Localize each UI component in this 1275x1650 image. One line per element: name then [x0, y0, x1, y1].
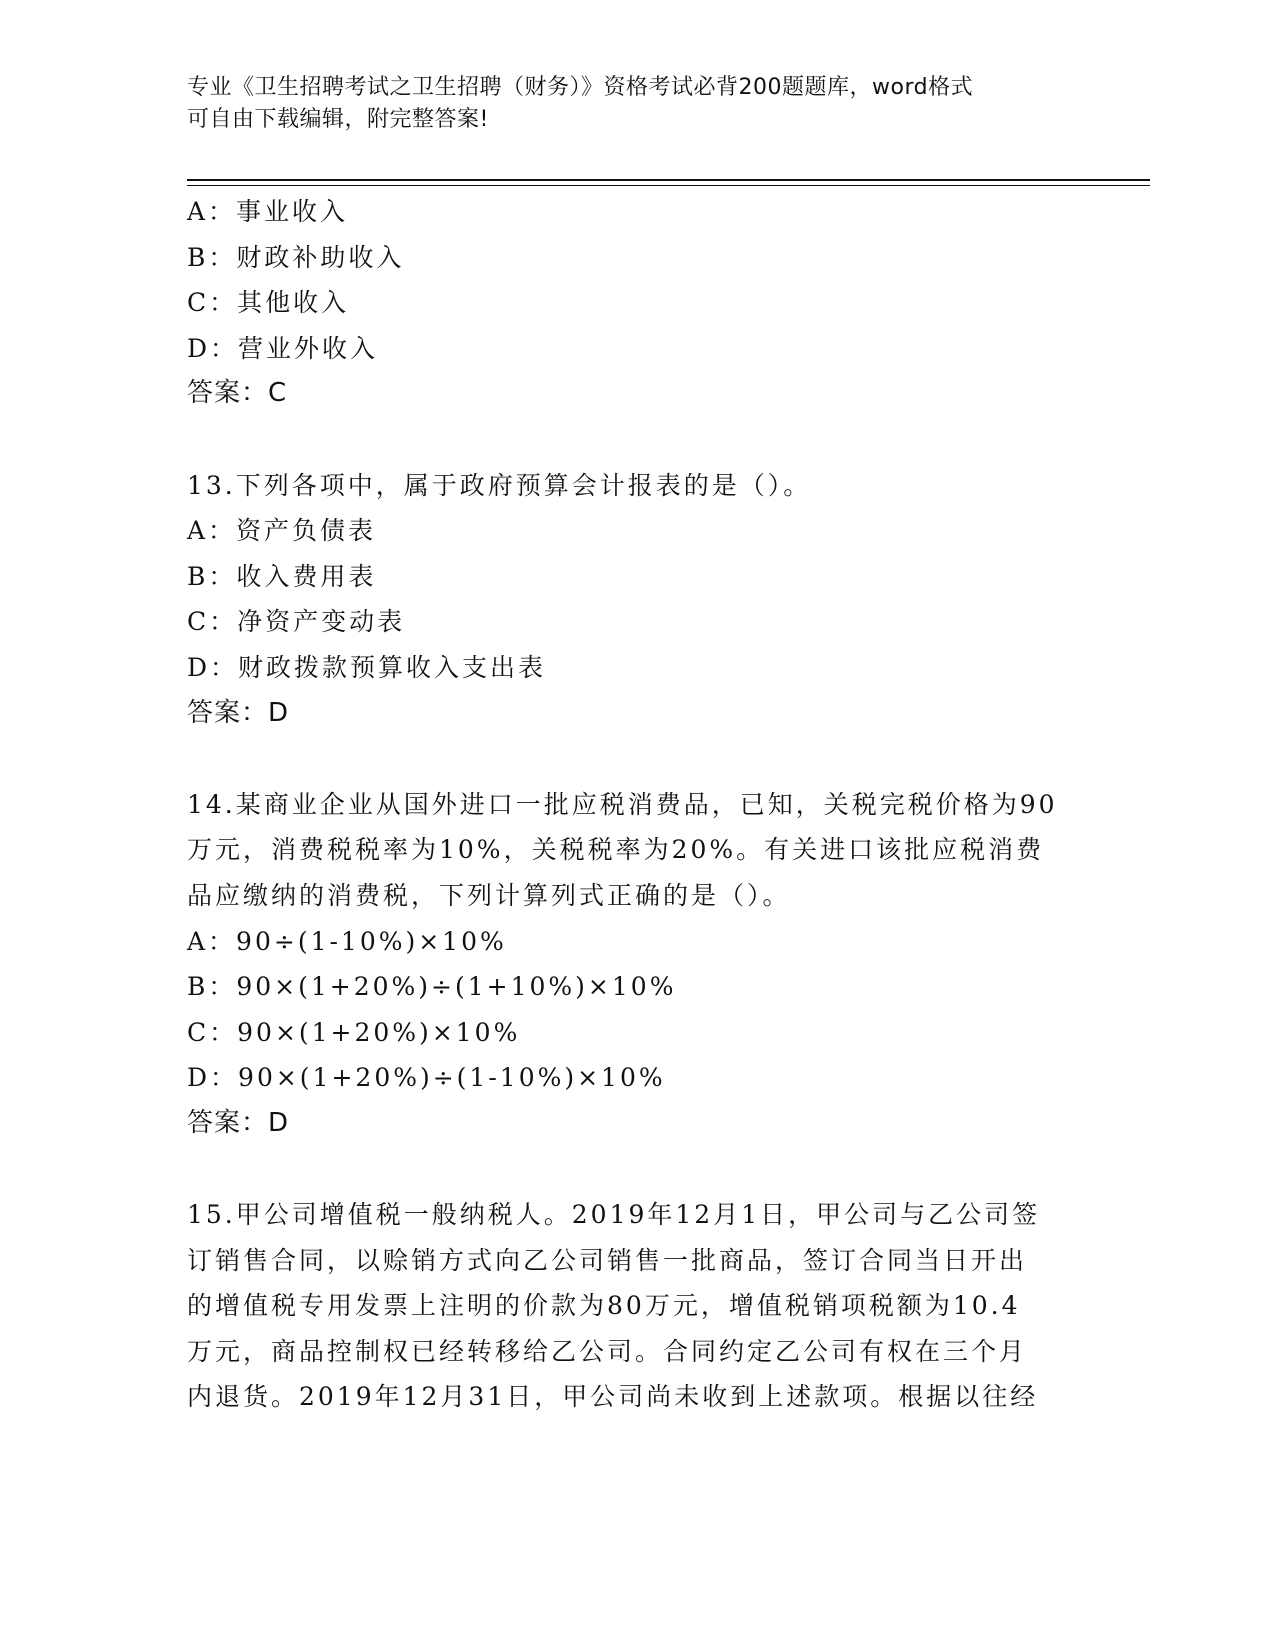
option-b: B：收入费用表 [187, 561, 377, 591]
header-line-1: 专业《卫生招聘考试之卫生招聘（财务）》资格考试必背200题题库，word格式 [187, 75, 974, 100]
header-line-2: 可自由下载编辑，附完整答案! [187, 107, 489, 132]
option-c: C：其他收入 [187, 288, 350, 318]
question-12 [187, 189, 1087, 417]
spacer [187, 1146, 1087, 1192]
option-d: D：财政拨款预算收入支出表 [187, 652, 547, 682]
question-15 [187, 1192, 1087, 1420]
page-header [187, 72, 1067, 136]
spacer [187, 417, 1087, 463]
header-rule-secondary [187, 185, 1150, 186]
option-b: B：90×(1+20%)÷(1+10%)×10% [187, 972, 677, 1002]
question-text: 13.下列各项中，属于政府预算会计报表的是（）。 [187, 470, 812, 500]
option-a: A：90÷(1-10%)×10% [187, 926, 507, 956]
spacer [187, 736, 1087, 782]
option-a: A：资产负债表 [187, 516, 377, 546]
question-text: 万元，商品控制权已经转移给乙公司。合同约定乙公司有权在三个月 [187, 1336, 1028, 1366]
question-14 [187, 782, 1087, 1147]
answer: 答案：D [187, 1107, 290, 1138]
option-d: D：90×(1+20%)÷(1-10%)×10% [187, 1063, 666, 1093]
option-d: D：营业外收入 [187, 333, 379, 363]
option-b: B：财政补助收入 [187, 242, 405, 272]
question-text: 内退货。2019年12月31日，甲公司尚未收到上述款项。根据以往经 [187, 1382, 1039, 1412]
option-c: C：90×(1+20%)×10% [187, 1017, 521, 1047]
answer: 答案：D [187, 697, 290, 728]
option-a: A：事业收入 [187, 197, 349, 226]
option-c: C：净资产变动表 [187, 607, 406, 637]
question-13 [187, 463, 1087, 737]
question-text: 品应缴纳的消费税，下列计算列式正确的是（）。 [187, 880, 791, 910]
answer: 答案：C [187, 378, 288, 409]
question-text: 15.甲公司增值税一般纳税人。2019年12月1日，甲公司与乙公司签 [187, 1200, 1041, 1230]
question-text: 的增值税专用发票上注明的价款为80万元，增值税销项税额为10.4 [187, 1291, 1021, 1321]
question-text: 订销售合同，以赊销方式向乙公司销售一批商品，签订合同当日开出 [187, 1245, 1028, 1275]
document-body [187, 189, 1087, 1420]
question-text: 万元，消费税税率为10%，关税税率为20%。有关进口该批应税消费 [187, 835, 1045, 865]
question-text: 14.某商业企业从国外进口一批应税消费品，已知，关税完税价格为90 [187, 789, 1058, 819]
header-rule [187, 179, 1150, 181]
